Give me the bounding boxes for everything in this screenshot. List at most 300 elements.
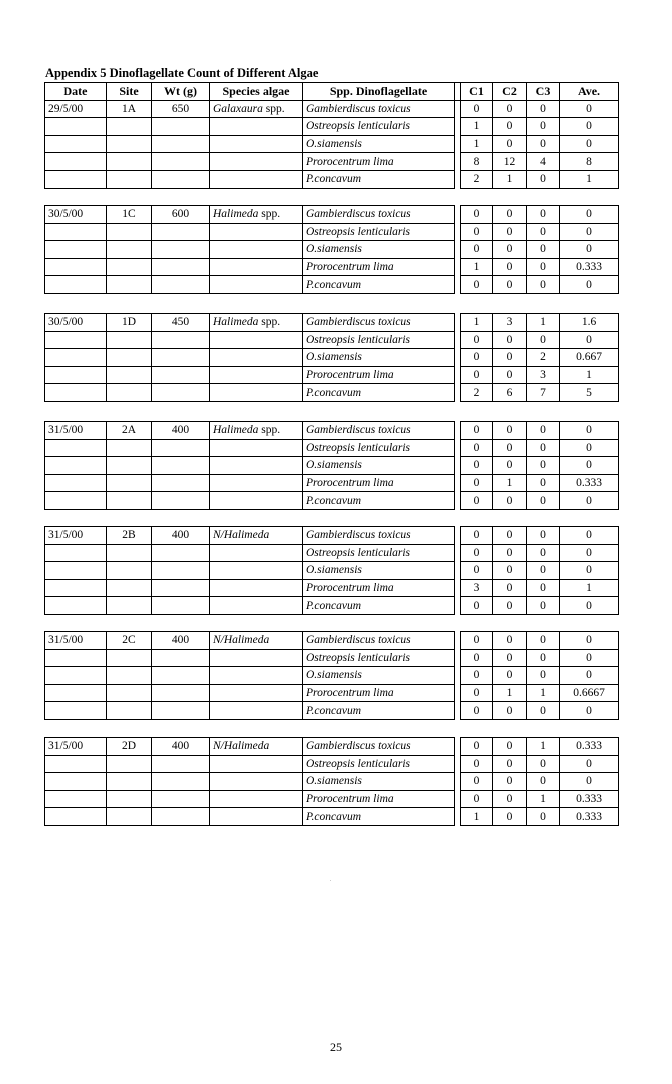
header-c1: C1 [461, 83, 493, 101]
algae-species-cell [210, 331, 303, 349]
count-c3-cell: 1 [527, 790, 560, 808]
site-table-1d [44, 313, 619, 402]
count-c2-cell: 0 [493, 562, 527, 580]
site-cell: 2A [107, 422, 152, 440]
dinoflagellate-species-cell: O.siamensis [303, 241, 455, 259]
site-table-1c [44, 205, 619, 294]
count-c3-cell: 1 [527, 738, 560, 756]
algae-species-cell [210, 439, 303, 457]
count-c3-cell: 0 [527, 331, 560, 349]
weight-cell [152, 667, 210, 685]
dinoflagellate-species-cell: Gambierdiscus toxicus [303, 527, 455, 545]
count-c3-cell: 0 [527, 241, 560, 259]
algae-species-cell [210, 170, 303, 188]
count-c1-cell: 1 [461, 118, 493, 136]
count-c1-cell: 0 [461, 755, 493, 773]
count-c2-cell: 3 [493, 314, 527, 332]
weight-cell [152, 276, 210, 294]
date-cell: 31/5/00 [45, 632, 107, 650]
algae-species-cell [210, 702, 303, 720]
weight-cell [152, 684, 210, 702]
count-c2-cell: 0 [493, 649, 527, 667]
algae-name: N/Halimeda [213, 740, 270, 753]
count-c1-cell: 0 [461, 422, 493, 440]
date-cell [45, 492, 107, 510]
algae-species-cell [210, 384, 303, 402]
date-cell [45, 153, 107, 171]
count-c1-cell: 0 [461, 649, 493, 667]
date-cell [45, 579, 107, 597]
algae-species-cell [210, 597, 303, 615]
scan-speck [330, 880, 331, 881]
algae-species-cell [210, 422, 303, 440]
average-cell: 1 [560, 170, 619, 188]
average-cell: 0 [560, 597, 619, 615]
count-c3-cell: 0 [527, 118, 560, 136]
dinoflagellate-species-cell: Prorocentrum lima [303, 579, 455, 597]
average-cell: 5 [560, 384, 619, 402]
site-cell: 2D [107, 738, 152, 756]
algae-suffix: spp. [258, 424, 281, 437]
average-cell: 1 [560, 579, 619, 597]
count-c1-cell: 1 [461, 808, 493, 826]
algae-species-cell [210, 808, 303, 826]
table-row [45, 474, 619, 492]
algae-species-cell [210, 241, 303, 259]
count-c1-cell: 8 [461, 153, 493, 171]
site-table-2b [44, 526, 619, 615]
page-number: 25 [330, 1040, 342, 1054]
site-cell [107, 544, 152, 562]
algae-species-cell [210, 579, 303, 597]
weight-cell [152, 790, 210, 808]
dinoflagellate-species-cell: Ostreopsis lenticularis [303, 649, 455, 667]
algae-name: Halimeda [213, 424, 259, 437]
dinoflagellate-species-cell: Prorocentrum lima [303, 790, 455, 808]
date-cell [45, 118, 107, 136]
site-cell [107, 684, 152, 702]
average-cell: 0 [560, 241, 619, 259]
date-cell: 31/5/00 [45, 738, 107, 756]
date-cell: 30/5/00 [45, 206, 107, 224]
count-c1-cell: 0 [461, 331, 493, 349]
weight-cell [152, 170, 210, 188]
dinoflagellate-species-cell: P.concavum [303, 702, 455, 720]
dinoflagellate-species-cell: O.siamensis [303, 667, 455, 685]
count-c1-cell: 0 [461, 790, 493, 808]
algae-species-cell [210, 118, 303, 136]
count-c2-cell: 0 [493, 135, 527, 153]
site-cell [107, 153, 152, 171]
weight-cell: 650 [152, 100, 210, 118]
count-c1-cell: 1 [461, 135, 493, 153]
count-c3-cell: 0 [527, 170, 560, 188]
count-c3-cell: 0 [527, 597, 560, 615]
count-c2-cell: 0 [493, 755, 527, 773]
weight-cell [152, 773, 210, 791]
site-cell [107, 276, 152, 294]
weight-cell [152, 492, 210, 510]
site-cell [107, 808, 152, 826]
weight-cell [152, 349, 210, 367]
algae-species-cell [210, 314, 303, 332]
average-cell: 0 [560, 773, 619, 791]
count-c2-cell: 6 [493, 384, 527, 402]
site-cell [107, 492, 152, 510]
date-cell [45, 170, 107, 188]
table-row [45, 384, 619, 402]
weight-cell [152, 702, 210, 720]
algae-name: Halimeda [213, 208, 259, 221]
count-c3-cell: 0 [527, 755, 560, 773]
table-row [45, 738, 619, 756]
table-row [45, 206, 619, 224]
site-cell [107, 331, 152, 349]
algae-suffix: spp. [258, 316, 281, 329]
algae-species-cell [210, 276, 303, 294]
date-cell [45, 544, 107, 562]
algae-species-cell [210, 457, 303, 475]
weight-cell [152, 384, 210, 402]
count-c3-cell: 0 [527, 808, 560, 826]
average-cell: 0.6667 [560, 684, 619, 702]
site-cell [107, 439, 152, 457]
count-c2-cell: 0 [493, 667, 527, 685]
algae-species-cell [210, 206, 303, 224]
dinoflagellate-species-cell: P.concavum [303, 384, 455, 402]
date-cell: 31/5/00 [45, 527, 107, 545]
count-c1-cell: 0 [461, 206, 493, 224]
table-row [45, 579, 619, 597]
table-row [45, 439, 619, 457]
average-cell: 0 [560, 702, 619, 720]
count-c3-cell: 0 [527, 439, 560, 457]
table-row [45, 597, 619, 615]
count-c1-cell: 0 [461, 562, 493, 580]
dinoflagellate-species-cell: P.concavum [303, 276, 455, 294]
count-c1-cell: 0 [461, 241, 493, 259]
weight-cell: 400 [152, 422, 210, 440]
count-c3-cell: 0 [527, 649, 560, 667]
count-c1-cell: 0 [461, 474, 493, 492]
date-cell [45, 457, 107, 475]
count-c3-cell: 0 [527, 457, 560, 475]
algae-name: N/Halimeda [213, 529, 270, 542]
site-cell: 2C [107, 632, 152, 650]
weight-cell [152, 597, 210, 615]
average-cell: 0 [560, 492, 619, 510]
dinoflagellate-species-cell: Ostreopsis lenticularis [303, 331, 455, 349]
table-row [45, 366, 619, 384]
count-c1-cell: 0 [461, 702, 493, 720]
weight-cell [152, 544, 210, 562]
count-c3-cell: 0 [527, 773, 560, 791]
count-c3-cell: 0 [527, 562, 560, 580]
dinoflagellate-species-cell: Prorocentrum lima [303, 684, 455, 702]
weight-cell [152, 439, 210, 457]
algae-species-cell [210, 773, 303, 791]
table-row [45, 118, 619, 136]
algae-species-cell [210, 135, 303, 153]
count-c1-cell: 1 [461, 314, 493, 332]
table-row [45, 790, 619, 808]
count-c2-cell: 0 [493, 597, 527, 615]
table-row [45, 100, 619, 118]
average-cell: 0 [560, 422, 619, 440]
header-site: Site [107, 83, 152, 101]
table-row [45, 457, 619, 475]
table-row [45, 241, 619, 259]
site-cell [107, 241, 152, 259]
count-c2-cell: 0 [493, 118, 527, 136]
table-row [45, 170, 619, 188]
count-c2-cell: 0 [493, 790, 527, 808]
site-cell [107, 702, 152, 720]
header-species: Species algae [210, 83, 303, 101]
dinoflagellate-species-cell: Ostreopsis lenticularis [303, 544, 455, 562]
site-cell [107, 579, 152, 597]
dinoflagellate-species-cell: Gambierdiscus toxicus [303, 206, 455, 224]
date-cell: 30/5/00 [45, 314, 107, 332]
count-c3-cell: 0 [527, 223, 560, 241]
count-c1-cell: 0 [461, 439, 493, 457]
count-c3-cell: 0 [527, 527, 560, 545]
count-c2-cell: 0 [493, 223, 527, 241]
average-cell: 0 [560, 439, 619, 457]
count-c1-cell: 0 [461, 100, 493, 118]
weight-cell: 400 [152, 632, 210, 650]
site-cell: 2B [107, 527, 152, 545]
weight-cell: 450 [152, 314, 210, 332]
average-cell: 0 [560, 755, 619, 773]
table-row [45, 562, 619, 580]
site-cell [107, 773, 152, 791]
date-cell [45, 258, 107, 276]
count-c2-cell: 0 [493, 206, 527, 224]
table-row [45, 258, 619, 276]
count-c2-cell: 0 [493, 439, 527, 457]
algae-species-cell [210, 667, 303, 685]
date-cell [45, 597, 107, 615]
header-spp: Spp. Dinoflagellate [303, 83, 455, 101]
count-c2-cell: 0 [493, 331, 527, 349]
average-cell: 0 [560, 206, 619, 224]
header-c2: C2 [493, 83, 527, 101]
count-c1-cell: 0 [461, 223, 493, 241]
average-cell: 0 [560, 135, 619, 153]
site-cell [107, 349, 152, 367]
weight-cell [152, 649, 210, 667]
count-c1-cell: 1 [461, 258, 493, 276]
average-cell: 0.333 [560, 808, 619, 826]
dinoflagellate-species-cell: O.siamensis [303, 773, 455, 791]
count-c3-cell: 0 [527, 276, 560, 294]
average-cell: 1.6 [560, 314, 619, 332]
average-cell: 0.333 [560, 738, 619, 756]
dinoflagellate-species-cell: O.siamensis [303, 457, 455, 475]
average-cell: 0 [560, 100, 619, 118]
average-cell: 0 [560, 331, 619, 349]
weight-cell: 400 [152, 738, 210, 756]
dinoflagellate-species-cell: O.siamensis [303, 562, 455, 580]
date-cell [45, 562, 107, 580]
count-c3-cell: 3 [527, 366, 560, 384]
site-cell [107, 118, 152, 136]
site-table-2c [44, 631, 619, 720]
date-cell [45, 439, 107, 457]
weight-cell [152, 366, 210, 384]
site-cell [107, 597, 152, 615]
weight-cell [152, 474, 210, 492]
date-cell: 31/5/00 [45, 422, 107, 440]
header-wt: Wt (g) [152, 83, 210, 101]
dinoflagellate-species-cell: O.siamensis [303, 135, 455, 153]
count-c1-cell: 0 [461, 349, 493, 367]
weight-cell [152, 562, 210, 580]
count-c3-cell: 0 [527, 422, 560, 440]
count-c1-cell: 0 [461, 366, 493, 384]
count-c1-cell: 2 [461, 384, 493, 402]
algae-species-cell [210, 349, 303, 367]
site-cell [107, 562, 152, 580]
site-table-1a [44, 82, 619, 189]
date-cell [45, 684, 107, 702]
header-row [45, 83, 619, 101]
date-cell [45, 241, 107, 259]
header-ave: Ave. [560, 83, 619, 101]
table-row [45, 153, 619, 171]
average-cell: 8 [560, 153, 619, 171]
count-c2-cell: 0 [493, 544, 527, 562]
weight-cell: 400 [152, 527, 210, 545]
site-table-2d [44, 737, 619, 826]
algae-species-cell [210, 258, 303, 276]
table-row [45, 684, 619, 702]
table-row [45, 135, 619, 153]
average-cell: 0.333 [560, 790, 619, 808]
count-c2-cell: 0 [493, 349, 527, 367]
count-c1-cell: 0 [461, 492, 493, 510]
count-c2-cell: 1 [493, 474, 527, 492]
site-cell [107, 474, 152, 492]
table-row [45, 223, 619, 241]
count-c2-cell: 12 [493, 153, 527, 171]
average-cell: 1 [560, 366, 619, 384]
site-cell [107, 258, 152, 276]
algae-species-cell [210, 492, 303, 510]
header-date: Date [45, 83, 107, 101]
site-cell: 1C [107, 206, 152, 224]
count-c3-cell: 0 [527, 474, 560, 492]
count-c1-cell: 2 [461, 170, 493, 188]
dinoflagellate-species-cell: Gambierdiscus toxicus [303, 422, 455, 440]
count-c1-cell: 0 [461, 457, 493, 475]
table-row [45, 773, 619, 791]
date-cell [45, 649, 107, 667]
table-row [45, 422, 619, 440]
algae-species-cell [210, 649, 303, 667]
algae-species-cell [210, 684, 303, 702]
site-cell [107, 223, 152, 241]
table-row [45, 276, 619, 294]
table-row [45, 314, 619, 332]
table-row [45, 527, 619, 545]
count-c3-cell: 7 [527, 384, 560, 402]
count-c2-cell: 0 [493, 579, 527, 597]
count-c2-cell: 0 [493, 241, 527, 259]
average-cell: 0 [560, 649, 619, 667]
count-c3-cell: 2 [527, 349, 560, 367]
average-cell: 0.333 [560, 258, 619, 276]
dinoflagellate-species-cell: P.concavum [303, 597, 455, 615]
table-row [45, 667, 619, 685]
algae-species-cell [210, 527, 303, 545]
average-cell: 0 [560, 527, 619, 545]
date-cell [45, 223, 107, 241]
algae-species-cell [210, 562, 303, 580]
algae-name: Halimeda [213, 316, 259, 329]
average-cell: 0.667 [560, 349, 619, 367]
count-c3-cell: 0 [527, 258, 560, 276]
dinoflagellate-species-cell: Gambierdiscus toxicus [303, 632, 455, 650]
site-cell [107, 457, 152, 475]
date-cell [45, 276, 107, 294]
weight-cell [152, 457, 210, 475]
dinoflagellate-species-cell: Ostreopsis lenticularis [303, 223, 455, 241]
site-cell [107, 170, 152, 188]
count-c3-cell: 0 [527, 667, 560, 685]
count-c1-cell: 0 [461, 276, 493, 294]
average-cell: 0 [560, 223, 619, 241]
site-cell [107, 649, 152, 667]
dinoflagellate-species-cell: Ostreopsis lenticularis [303, 755, 455, 773]
average-cell: 0 [560, 562, 619, 580]
count-c2-cell: 0 [493, 527, 527, 545]
weight-cell [152, 241, 210, 259]
count-c1-cell: 0 [461, 527, 493, 545]
site-cell [107, 366, 152, 384]
algae-species-cell [210, 366, 303, 384]
count-c1-cell: 0 [461, 773, 493, 791]
algae-species-cell [210, 153, 303, 171]
algae-species-cell [210, 223, 303, 241]
site-table-2a [44, 421, 619, 510]
count-c1-cell: 0 [461, 544, 493, 562]
weight-cell: 600 [152, 206, 210, 224]
site-cell [107, 790, 152, 808]
algae-species-cell [210, 474, 303, 492]
algae-suffix: spp. [262, 102, 285, 115]
count-c1-cell: 0 [461, 738, 493, 756]
weight-cell [152, 118, 210, 136]
site-cell: 1D [107, 314, 152, 332]
dinoflagellate-species-cell: Gambierdiscus toxicus [303, 100, 455, 118]
site-cell [107, 755, 152, 773]
weight-cell [152, 579, 210, 597]
count-c1-cell: 0 [461, 632, 493, 650]
date-cell [45, 808, 107, 826]
count-c3-cell: 4 [527, 153, 560, 171]
average-cell: 0 [560, 667, 619, 685]
dinoflagellate-species-cell: Prorocentrum lima [303, 153, 455, 171]
count-c2-cell: 0 [493, 422, 527, 440]
count-c2-cell: 0 [493, 808, 527, 826]
weight-cell [152, 808, 210, 826]
date-cell [45, 790, 107, 808]
table-row [45, 331, 619, 349]
count-c3-cell: 0 [527, 135, 560, 153]
count-c3-cell: 1 [527, 684, 560, 702]
